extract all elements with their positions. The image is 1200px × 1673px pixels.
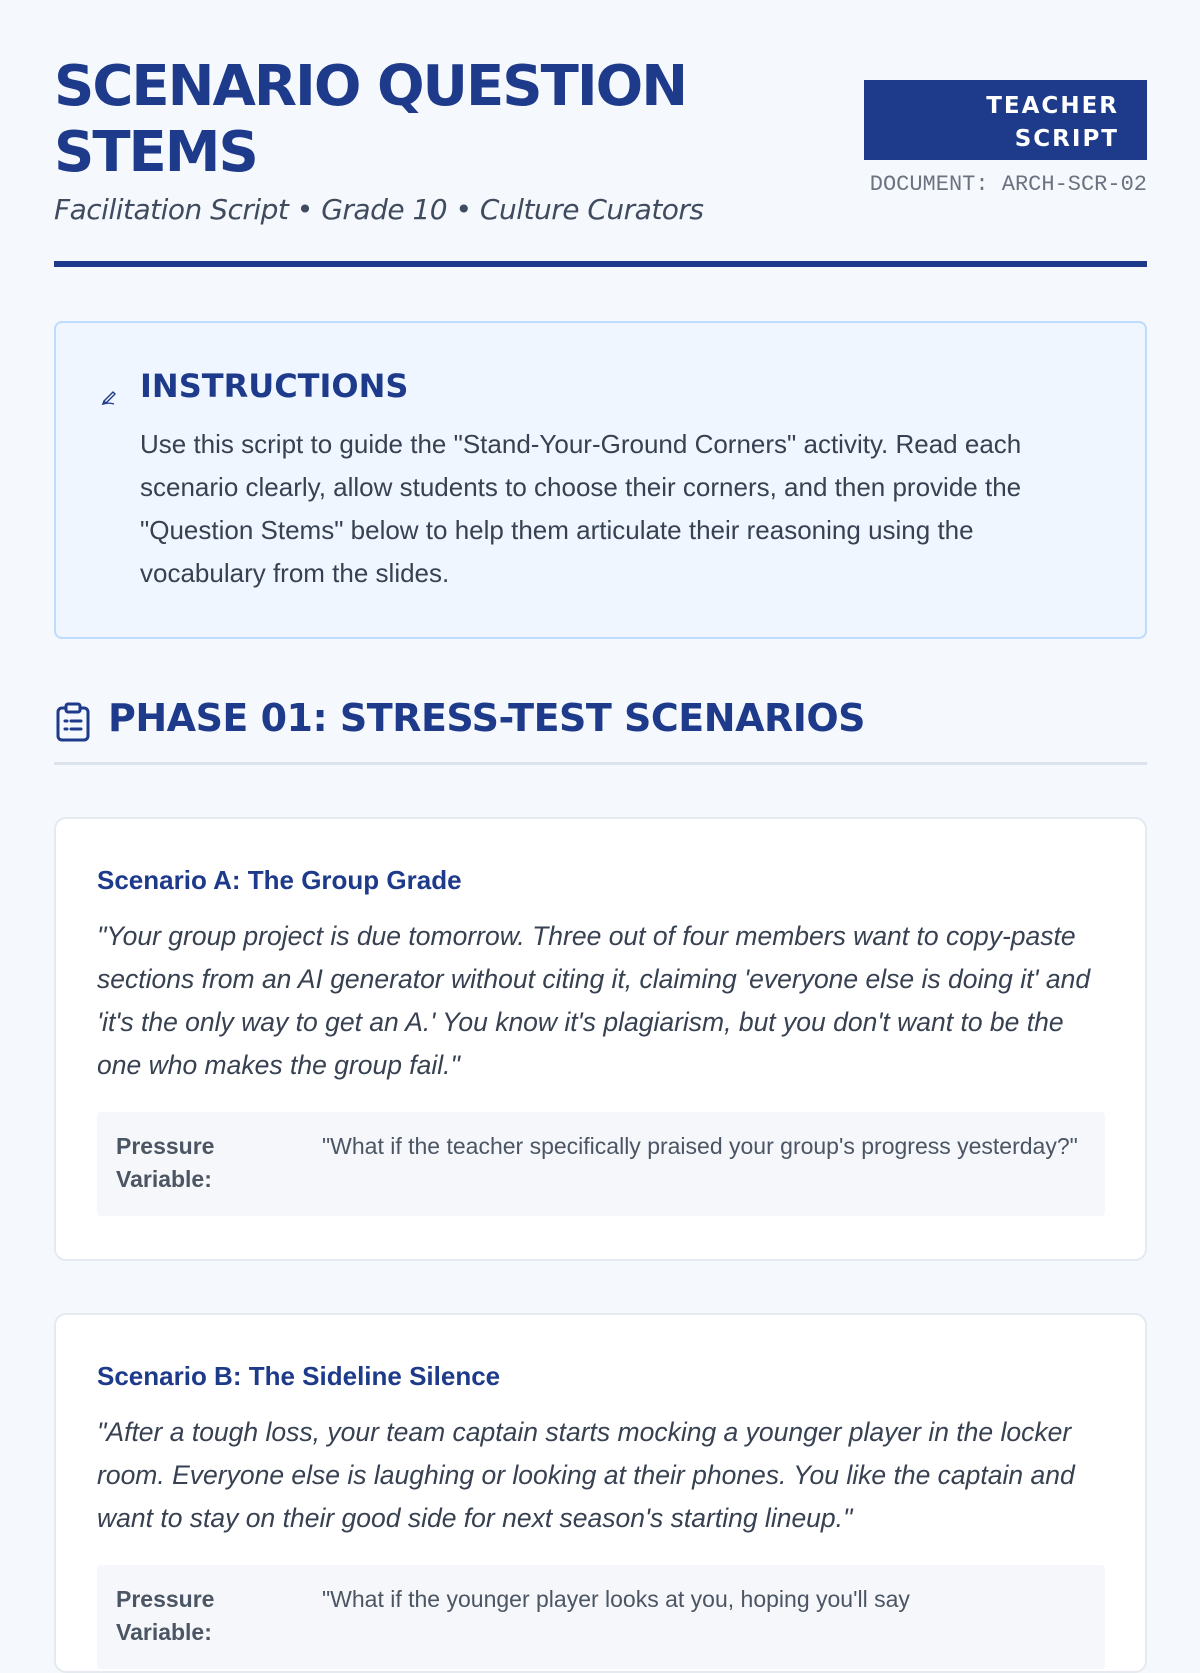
header-divider [54,261,1147,267]
instructions-body: Use this script to guide the "Stand-Your-Ground Corners" activity. Read each scenario clearly, allow students to choose their corners, and then provide the "Question Stems" below to help them articulate their reasoning using the vocabulary from the slides. [140,429,1022,588]
phase-title: PHASE 01: STRESS-TEST SCENARIOS [108,696,866,740]
pressure-variable-box [97,1112,1105,1216]
clipboard-icon [54,702,92,742]
document-id: DOCUMENT: ARCH-SCR-02 [869,172,1147,197]
instructions-box [54,321,1147,639]
scenario-title: Scenario A: The Group Grade [97,865,462,895]
pressure-variable-text: "What if the teacher specifically praised your group's progress yesterday?" [322,1133,1078,1159]
scenario-card [54,1313,1147,1673]
pressure-variable-label: Pressure Variable: [116,1133,215,1192]
scenario-quote: "Your group project is due tomorrow. Three out of four members want to copy-paste sections from an AI generator without citing it, claiming 'everyone else is doing it' and 'it's the only way to get an A.' You know it's plagiarism, but you don't want to be the one who makes the group fail." [97,921,1091,1080]
document-page [54,0,1147,1645]
pressure-variable-box [97,1565,1105,1669]
pressure-variable-text: "What if the younger player looks at you, hoping you'll say [322,1586,910,1612]
instructions-heading: INSTRUCTIONS [140,367,409,405]
badge-line-2: SCRIPT [1014,126,1119,152]
badge-line-1: TEACHER [986,93,1119,119]
page-subtitle: Facilitation Script • Grade 10 • Culture Curators [54,193,704,226]
scenario-card [54,817,1147,1261]
scenario-quote: "After a tough loss, your team captain starts mocking a younger player in the locker room. Everyone else is laughing or looking at their phones. You like the captain and want to stay on their good side for next season's starting lineup." [97,1417,1075,1533]
page-title: SCENARIO QUESTION STEMS [54,54,687,185]
scenario-title: Scenario B: The Sideline Silence [97,1361,501,1391]
teacher-script-badge [864,80,1147,160]
pressure-variable-label: Pressure Variable: [116,1586,215,1645]
phase-section-heading [54,690,1147,765]
pen-icon [100,387,118,405]
document-header [54,0,1147,268]
